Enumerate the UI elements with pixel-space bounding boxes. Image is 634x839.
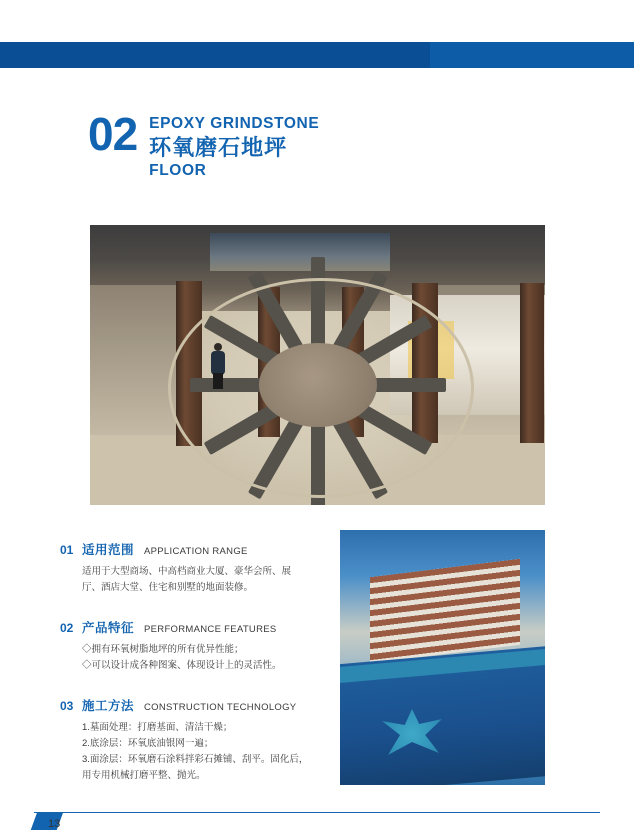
floor-center-medallion	[259, 343, 377, 427]
section-item-number: 02	[60, 621, 74, 635]
page-heading	[88, 108, 548, 180]
top-color-band-dark-segment	[0, 42, 430, 68]
section-item-number: 01	[60, 543, 74, 557]
section-header	[60, 618, 325, 636]
section-performance-features	[60, 618, 325, 674]
heading-titles	[149, 112, 319, 180]
section-header	[60, 540, 325, 558]
side-photo	[340, 530, 545, 785]
section-item-number: 03	[60, 699, 74, 713]
staircase-steps	[370, 559, 520, 663]
section-number: 02	[88, 108, 138, 160]
heading-english-top: EPOXY GRINDSTONE	[149, 115, 320, 132]
person-walking	[210, 343, 226, 389]
pillar	[520, 283, 544, 443]
section-construction-technology	[60, 696, 325, 784]
left-wall	[90, 285, 182, 435]
section-title-en: APPLICATION RANGE	[144, 546, 248, 557]
section-body	[82, 642, 325, 674]
lobby-interior-illustration	[90, 225, 545, 505]
body-line: 适用于大型商场、中高档商业大厦、豪华会所、展	[82, 566, 292, 577]
content-sections	[60, 540, 325, 806]
heading-chinese: 环氧磨石地坪	[149, 135, 288, 160]
section-title-en: CONSTRUCTION TECHNOLOGY	[144, 702, 297, 713]
body-line: 3.面涂层：环氧磨石涂料拌彩石摊铺、刮平。固化后，	[82, 754, 309, 765]
section-body	[82, 720, 325, 784]
body-line: ◇可以设计成各种图案、体现设计上的灵活性。	[82, 660, 282, 671]
body-line: 厅、酒店大堂、住宅和别墅的地面装修。	[82, 582, 254, 593]
body-line: ◇拥有环氧树脂地坪的所有优异性能；	[82, 644, 244, 655]
top-color-band	[0, 42, 634, 68]
stairs-floor-illustration	[340, 530, 545, 785]
body-line: 2.底涂层：环氧底油银网一遍；	[82, 738, 214, 749]
heading-english-bottom: FLOOR	[149, 162, 207, 179]
body-line: 1.墓面处理：打磨基面、清洁干燥；	[82, 722, 233, 733]
footer-divider	[34, 812, 600, 813]
section-title-en: PERFORMANCE FEATURES	[144, 624, 277, 635]
section-title-cn: 产品特征	[82, 621, 135, 635]
skylight-panel	[210, 233, 390, 271]
section-title-cn: 施工方法	[82, 699, 135, 713]
section-application-range	[60, 540, 325, 596]
page-number: 13	[48, 818, 61, 830]
body-line: 用专用机械打磨平整、抛光。	[82, 770, 206, 781]
section-title-cn: 适用范围	[82, 543, 135, 557]
section-body	[82, 564, 325, 596]
main-photo	[90, 225, 545, 505]
section-header	[60, 696, 325, 714]
